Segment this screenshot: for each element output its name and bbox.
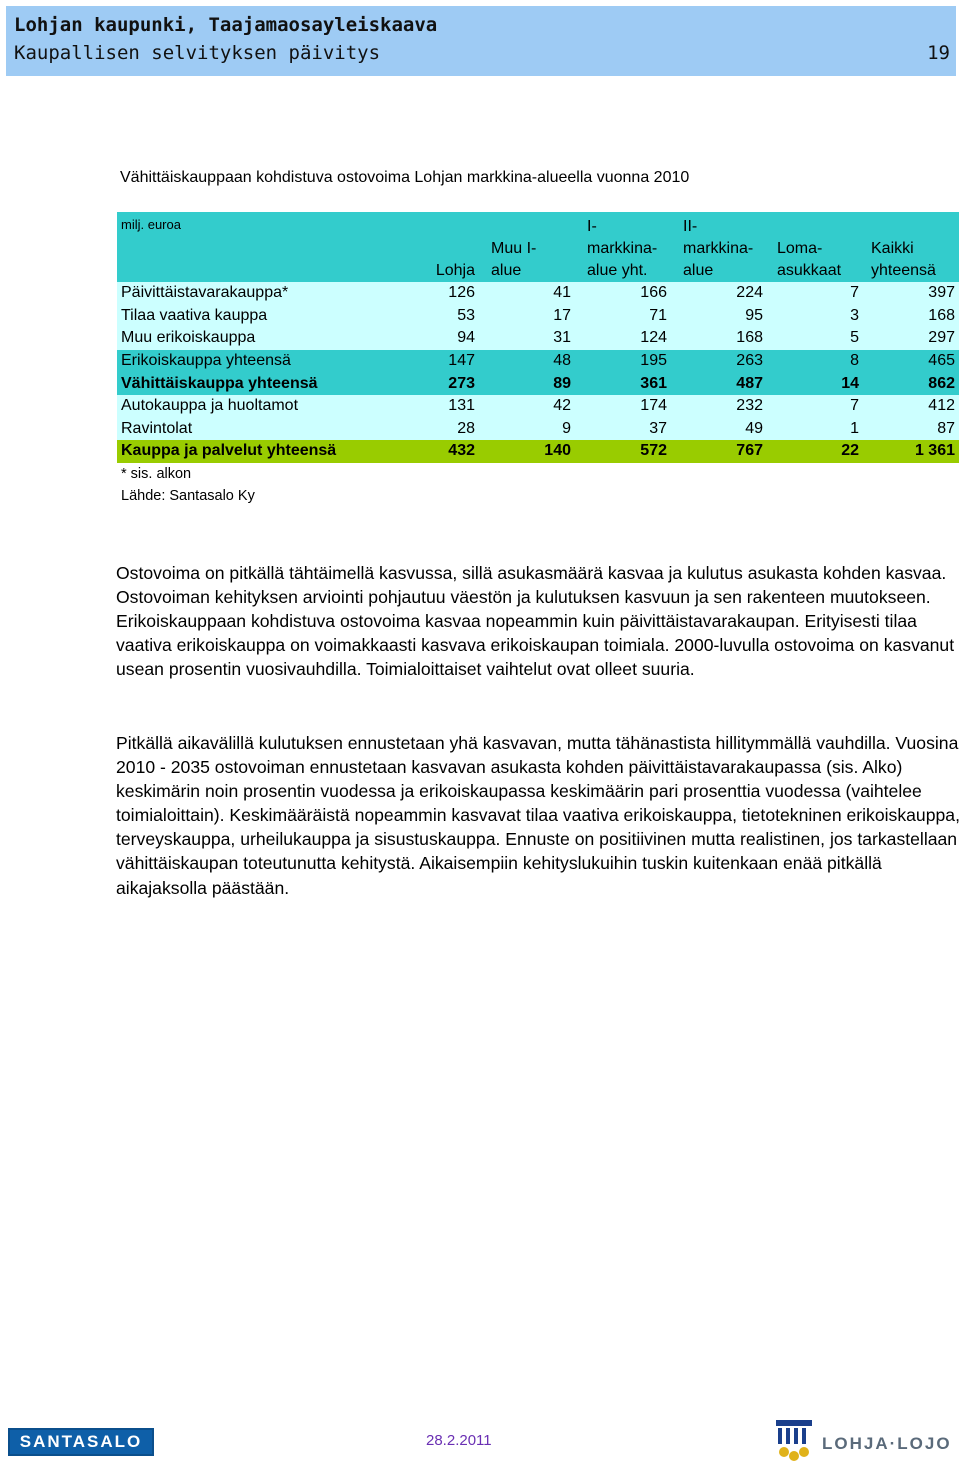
paragraph-2 — [116, 731, 960, 900]
cell-value: 48 — [479, 350, 575, 373]
cell-value: 862 — [863, 372, 959, 395]
row-label: Tilaa vaativa kauppa — [117, 305, 363, 328]
cell-value: 273 — [363, 372, 479, 395]
cell-value: 17 — [479, 305, 575, 328]
cell-value: 1 361 — [863, 440, 959, 463]
cell-value: 432 — [363, 440, 479, 463]
row-label: Erikoiskauppa yhteensä — [117, 350, 363, 373]
cell-value: 14 — [767, 372, 863, 395]
cell-value: 28 — [363, 418, 479, 441]
row-label: Autokauppa ja huoltamot — [117, 395, 363, 418]
cell-value: 87 — [863, 418, 959, 441]
lohja-logo — [772, 1418, 958, 1464]
table-row — [117, 418, 959, 441]
footnote: * sis. alkon — [117, 463, 959, 485]
cell-value: 168 — [671, 327, 767, 350]
row-label: Ravintolat — [117, 418, 363, 441]
cell-value: 89 — [479, 372, 575, 395]
cell-value: 41 — [479, 282, 575, 305]
cell-value: 232 — [671, 395, 767, 418]
table-row — [117, 327, 959, 350]
cell-value: 297 — [863, 327, 959, 350]
table-source-row — [117, 485, 959, 507]
cell-value: 168 — [863, 305, 959, 328]
cell-value: 397 — [863, 282, 959, 305]
cell-value: 124 — [575, 327, 671, 350]
table-row-grand-total — [117, 440, 959, 463]
cell-value: 7 — [767, 395, 863, 418]
column-header-kaikki-yhteensa: Kaikki yhteensä — [863, 212, 959, 282]
page-header — [6, 6, 956, 76]
cell-value: 22 — [767, 440, 863, 463]
table-row-total — [117, 372, 959, 395]
source-note: Lähde: Santasalo Ky — [117, 485, 959, 507]
row-label: Muu erikoiskauppa — [117, 327, 363, 350]
table-row — [117, 282, 959, 305]
cell-value: 71 — [575, 305, 671, 328]
lohja-logo-text: LOHJA·LOJO — [822, 1434, 952, 1453]
column-header-lomaasukkaat: Loma- asukkaat — [767, 212, 863, 282]
footer-date: 28.2.2011 — [426, 1432, 492, 1449]
cell-value: 140 — [479, 440, 575, 463]
cell-value: 361 — [575, 372, 671, 395]
cell-value: 37 — [575, 418, 671, 441]
cell-value: 42 — [479, 395, 575, 418]
cell-value: 131 — [363, 395, 479, 418]
cell-value: 465 — [863, 350, 959, 373]
cell-value: 487 — [671, 372, 767, 395]
cell-value: 8 — [767, 350, 863, 373]
row-label: Vähittäiskauppa yhteensä — [117, 372, 363, 395]
paragraph-text: Pitkällä aikavälillä kulutuksen ennustetaan yhä kasvavan, mutta tähänastista hillitymmällä vauhdilla. Vuosina 2010 - 2035 ostovoiman ennustetaan kasvavan asukasta kohden päivittäistavarakaupassa (sis. Alko) keskimärin noin prosentin vuodessa ja erikoiskaupassa keskimäärin pari prosenttia vuodessa (vaihtelee toimialoittain). Keskimääräistä nopeammin kasvavat tilaa vaativa erikoiskauppa, tietotekninen erikoiskauppa, terveyskauppa, urheilukauppa ja sisustuskauppa. Ennuste on positiivinen mutta realistinen, jos tarkastellaan vähittäiskaupan toteutunutta kehitystä. Aikaisempiin kehityslukuihin tuskin kuitenkaan enää pitkällä aikajaksolla päästään. — [116, 733, 960, 898]
paragraph-1 — [116, 561, 960, 681]
cell-value: 49 — [671, 418, 767, 441]
table-title: Vähittäiskauppaan kohdistuva ostovoima Lohjan markkina-alueella vuonna 2010 — [120, 169, 690, 186]
cell-value: 126 — [363, 282, 479, 305]
cell-value: 147 — [363, 350, 479, 373]
table-row — [117, 395, 959, 418]
cell-value: 195 — [575, 350, 671, 373]
cell-value: 1 — [767, 418, 863, 441]
row-label: Päivittäistavarakauppa* — [117, 282, 363, 305]
row-label: Kauppa ja palvelut yhteensä — [117, 440, 363, 463]
cell-value: 94 — [363, 327, 479, 350]
cell-value: 166 — [575, 282, 671, 305]
lohja-crest-icon — [772, 1418, 816, 1464]
table-row — [117, 350, 959, 373]
cell-value: 174 — [575, 395, 671, 418]
column-header-i-markkina-alue: I- markkina- alue yht. — [575, 212, 671, 282]
paragraph-text: Ostovoima on pitkällä tähtäimellä kasvussa, sillä asukasmäärä kasvaa ja kulutus asukasta kohden kasvaa. Ostovoiman kehityksen arviointi pohjautuu väestön ja kulutuksen kasvuun ja sen rakenteen muutokseen. Erikoiskauppaan kohdistuva ostovoima kasvaa nopeammin kuin päivittäistavarakaupan. Erityisesti tilaa vaativa erikoiskauppa on voimakkaasti kasvava erikoiskaupan toimiala. 2000-luvulla ostovoima on kasvanut usean prosentin vuosivauhdilla. Toimialoittaiset vaihtelut ovat olleet suuria. — [116, 563, 955, 680]
column-header-ii-markkina-alue: II- markkina- alue — [671, 212, 767, 282]
purchasing-power-table — [117, 212, 959, 507]
cell-value: 5 — [767, 327, 863, 350]
cell-value: 263 — [671, 350, 767, 373]
cell-value: 412 — [863, 395, 959, 418]
cell-value: 7 — [767, 282, 863, 305]
unit-label: milj. euroa — [117, 212, 363, 282]
cell-value: 3 — [767, 305, 863, 328]
cell-value: 31 — [479, 327, 575, 350]
column-header-muu-i-alue: Muu I- alue — [479, 212, 575, 282]
table-header-row — [117, 212, 959, 282]
table-footnote-row — [117, 463, 959, 485]
cell-value: 9 — [479, 418, 575, 441]
cell-value: 53 — [363, 305, 479, 328]
cell-value: 95 — [671, 305, 767, 328]
cell-value: 767 — [671, 440, 767, 463]
cell-value: 224 — [671, 282, 767, 305]
column-header-lohja: Lohja — [363, 212, 479, 282]
cell-value: 572 — [575, 440, 671, 463]
page-number: 19 — [927, 42, 950, 64]
document-title: Lohjan kaupunki, Taajamaosayleiskaava — [14, 14, 438, 36]
document-subtitle: Kaupallisen selvityksen päivitys — [14, 42, 381, 64]
table-row — [117, 305, 959, 328]
santasalo-logo: SANTASALO — [8, 1428, 154, 1456]
